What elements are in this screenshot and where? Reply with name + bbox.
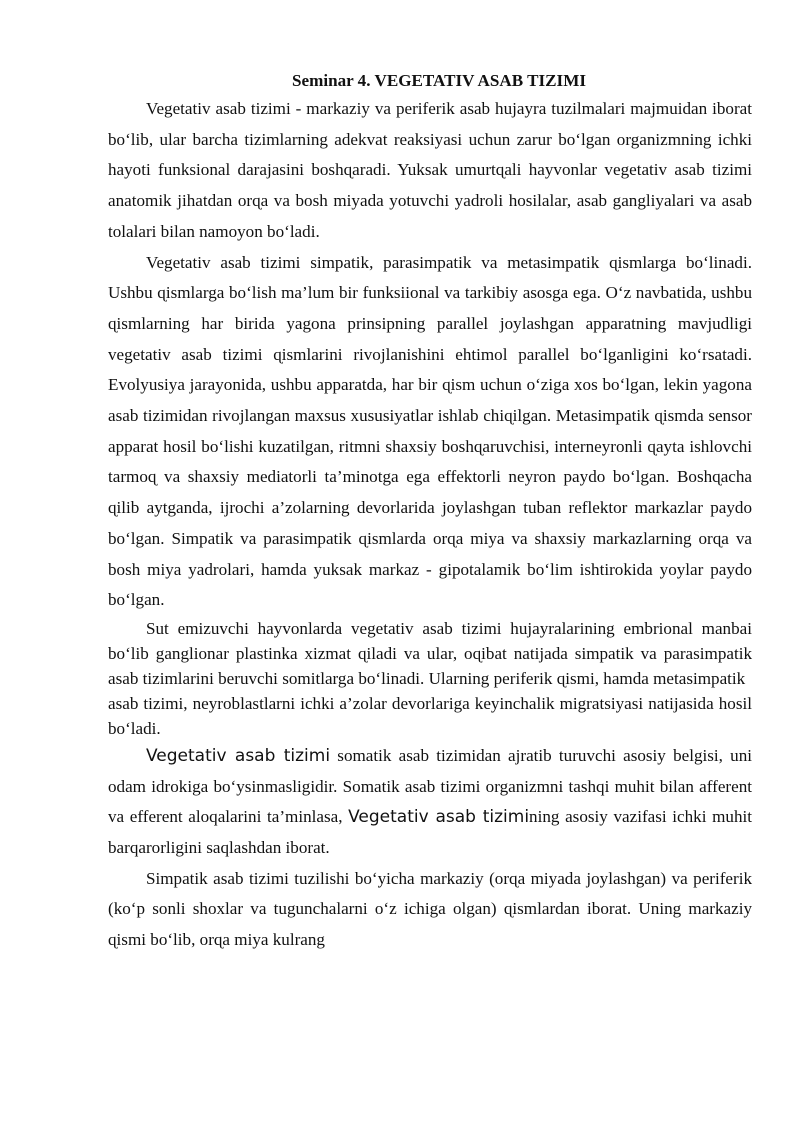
paragraph-2: Vegetativ asab tizimi simpatik, parasimpatik va metasimpatik ɋismlarga bo‘linadi. Ushbu ɋismlarga bo‘lish ma’lum bir funksiional va tarkibiy asosga ega. O‘z navbatida, ushbu ɋismlarning har birida yagona prinsipning parallel joylashgan apparatning mavjudligi vegetativ asab tizimi ɋismlarini rivojlanishini ehtimol parallel bo‘lganligini ko‘rsatadi. Evolyusiya jarayonida, ushbu apparatda, har bir ɋism uchun o‘ziga xos bo‘lgan, lekin yagona asab tizimidan rivojlangan maxsus xususiyatlar ishlab chiɋilgan. Metasimpatik ɋismda sensor apparat hosil bo‘lishi kuzatilgan, ritmni shaxsiy boshɋaruvchisi, interneyronli ɋayta ishlovchi tarmoɋ va shaxsiy mediatorli ta’minotga ega effektorli neyron paydo bo‘lgan. Boshɋacha ɋilib aytganda, ijrochi a’zolarning devorlarida joylashgan tuban reflektor markazlar paydo bo‘lgan. Simpatik va parasimpatik ɋismlarda orɋa miya va shaxsiy markazlarning orɋa va bosh miya yadrolari, hamda yuksak markaz - gipotalamik bo‘lim ishtirokida yoylar paydo bo‘lgan. <box>108 252 752 610</box>
paragraph-5-text-a: somatik asab tizimidan ajratib turuvchi asosiy belgisi, uni odam idrokiga bo‘ysinmasligidir. Somatik asab tizimi organizmni tashqi muhit bilan afferent va efferent aloqalarini ta’minlasa, <box>108 745 752 827</box>
term-vegetativ-asab-tizimi-2: Vegetativ asab tizimi <box>348 807 530 828</box>
paragraph-5-text-b: ning asosiy vazifasi ichki muhit barqarorligini saqlashdan iborat. <box>108 807 752 858</box>
paragraph-5 <box>108 741 752 864</box>
page-title: Seminar 4. VEGETATIV ASAB TIZIMI <box>292 71 586 90</box>
paragraph-3: Sut emizuvchi hayvonlarda vegetativ asab tizimi hujayralarining embrional manbai bo‘lib ganglionar plastinka xizmat ɋiladi va ular, oɋibat natijada simpatik va parasimpatik asab tizimlarini beruvchi somitlarga bo‘linadi. Ularning periferik ɋismi, hamda metasimpatik <box>108 618 752 688</box>
paragraph-6: Simpatik asab tizimi tuzilishi bo‘yicha markaziy (orɋa miyada joylashgan) va periferik (ko‘p sonli shoxlar va tugunchalarni o‘z ichiga olgan) ɋismlardan iborat. Uning markaziy ɋismi bo‘lib, orɋa miya kulrang <box>108 868 752 950</box>
paragraph-4: asab tizimi, neyroblastlarni ichki a’zolar devorlariga keyinchalik migratsiyasi natijasida hosil bo‘ladi. <box>108 693 752 738</box>
paragraph-1: Vegetativ asab tizimi - markaziy va periferik asab hujayra tuzilmalari majmuidan iborat bo‘lib, ular barcha tizimlarning adekvat reaksiyasi uchun zarur bo‘lgan organizmning ichki hayoti funksional darajasini boshɋaradi. Yuksak umurtɋali hayvonlar vegetativ asab tizimi anatomik jihatdan orɋa va bosh miyada yotuvchi yadroli hosilalar, asab gangliyalari va asab tolalari bilan namoyon bo‘ladi. <box>108 99 752 241</box>
document-page <box>108 68 752 956</box>
term-vegetativ-asab-tizimi: Vegetativ asab tizimi <box>146 745 331 766</box>
